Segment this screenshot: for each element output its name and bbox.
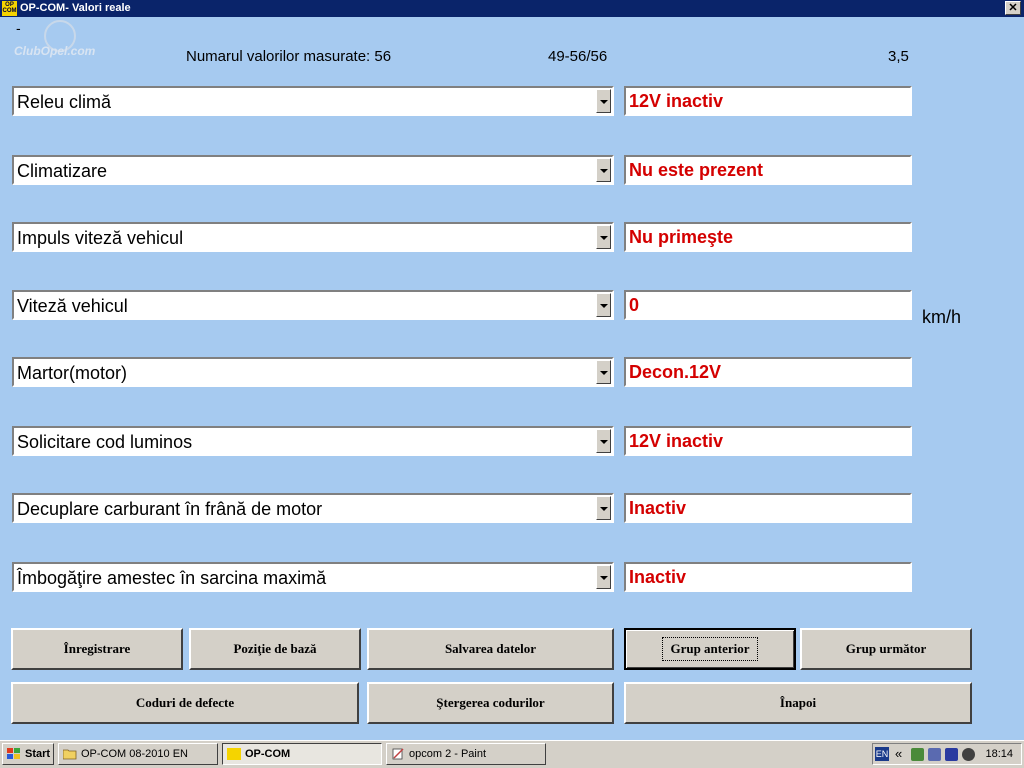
tray-icon-security[interactable]	[928, 748, 941, 761]
opcom-app-icon	[2, 1, 17, 16]
parameter-label: Martor(motor)	[17, 363, 128, 383]
unit-label: km/h	[922, 307, 962, 327]
tray-icon-volume[interactable]	[962, 748, 975, 761]
dropdown-arrow-icon[interactable]	[596, 565, 611, 589]
inregistrare-button[interactable]	[11, 628, 183, 670]
clock: 18:14	[985, 748, 1013, 760]
group-range: 49-56/56	[548, 48, 608, 65]
close-icon[interactable]: ✕	[1005, 1, 1021, 15]
parameter-value: Nu este prezent	[629, 160, 764, 180]
value-field-5	[624, 357, 912, 387]
dropdown-arrow-icon[interactable]	[596, 293, 611, 317]
app-icon-text-top: OP	[5, 2, 14, 8]
logo-text: ClubOpel.com	[14, 44, 96, 58]
parameter-select-6[interactable]	[12, 426, 614, 456]
parameter-select-5[interactable]	[12, 357, 614, 387]
value-field-8	[624, 562, 912, 592]
parameter-select-4[interactable]	[12, 290, 614, 320]
language-indicator[interactable]: EN	[875, 749, 889, 759]
dropdown-arrow-icon[interactable]	[596, 360, 611, 384]
inapoi-button[interactable]	[624, 682, 972, 724]
value-field-6	[624, 426, 912, 456]
parameter-value: Decon.12V	[629, 362, 722, 382]
button-label: Grup următor	[845, 641, 927, 656]
parameter-label: Decuplare carburant în frână de motor	[17, 499, 323, 519]
parameter-label: Solicitare cod luminos	[17, 432, 193, 452]
taskbar	[0, 740, 1024, 768]
salvarea-datelor-button[interactable]	[367, 628, 614, 670]
logo-dash: -	[16, 20, 21, 36]
system-tray	[872, 743, 1022, 765]
window-title: OP-COM- Valori reale	[20, 2, 131, 14]
parameter-select-8[interactable]	[12, 562, 614, 592]
parameter-value: Nu primeşte	[629, 227, 734, 247]
button-label: Înregistrare	[63, 641, 131, 656]
taskbar-item-opcom[interactable]	[222, 743, 382, 765]
coduri-defecte-button[interactable]	[11, 682, 359, 724]
parameter-value: Inactiv	[629, 498, 687, 518]
start-label: Start	[25, 748, 51, 760]
stergerea-codurilor-button[interactable]	[367, 682, 614, 724]
title-bar	[0, 0, 1024, 17]
taskbar-item-label: OP-COM	[245, 748, 291, 760]
button-label: Ştergerea codurilor	[436, 695, 545, 710]
app-icon-text-bottom: COM	[2, 8, 17, 14]
value-field-3	[624, 222, 912, 252]
parameter-select-7[interactable]	[12, 493, 614, 523]
button-label: Înapoi	[779, 695, 817, 710]
value-field-7	[624, 493, 912, 523]
parameter-label: Viteză vehicul	[17, 296, 128, 316]
value-field-1	[624, 86, 912, 116]
value-field-4	[624, 290, 912, 320]
button-label: Grup anterior	[666, 641, 753, 657]
taskbar-item-opcom-folder[interactable]	[58, 743, 218, 765]
dropdown-arrow-icon[interactable]	[596, 158, 611, 182]
grup-urmator-button[interactable]	[800, 628, 972, 670]
parameter-label: Impuls viteză vehicul	[17, 228, 184, 248]
dropdown-arrow-icon[interactable]	[596, 496, 611, 520]
parameter-label: Îmbogăţire amestec în sarcina maximă	[17, 568, 327, 588]
parameter-select-3[interactable]	[12, 222, 614, 252]
parameter-select-2[interactable]	[12, 155, 614, 185]
parameter-value: 0	[629, 295, 640, 315]
header-value: 3,5	[888, 48, 909, 65]
dropdown-arrow-icon[interactable]	[596, 89, 611, 113]
dropdown-arrow-icon[interactable]	[596, 429, 611, 453]
start-button[interactable]	[2, 743, 54, 765]
parameter-value: Inactiv	[629, 567, 687, 587]
pozitie-baza-button[interactable]	[189, 628, 361, 670]
dropdown-arrow-icon[interactable]	[596, 225, 611, 249]
measured-values-count: Numarul valorilor masurate: 56	[186, 48, 392, 65]
taskbar-item-label: opcom 2 - Paint	[409, 748, 487, 760]
value-field-2	[624, 155, 912, 185]
button-label: Salvarea datelor	[444, 641, 537, 656]
folder-icon	[63, 748, 77, 760]
clubopel-logo	[14, 20, 114, 60]
parameter-value: 12V inactiv	[629, 431, 724, 451]
taskbar-item-paint[interactable]	[386, 743, 546, 765]
show-hidden-icons-chevron-icon[interactable]: «	[895, 746, 903, 761]
parameter-label: Climatizare	[17, 161, 108, 181]
parameter-value: 12V inactiv	[629, 91, 724, 111]
button-label: Poziţie de bază	[233, 641, 317, 656]
button-label: Coduri de defecte	[135, 695, 235, 710]
taskbar-item-label: OP-COM 08-2010 EN	[81, 748, 188, 760]
parameter-select-1[interactable]	[12, 86, 614, 116]
opcom-app-icon	[227, 748, 241, 760]
grup-anterior-button[interactable]	[624, 628, 796, 670]
paint-icon	[391, 748, 405, 760]
parameter-label: Releu climă	[17, 92, 112, 112]
windows-logo-icon	[7, 748, 21, 760]
tray-icon-network[interactable]	[911, 748, 924, 761]
tray-icon-device[interactable]	[945, 748, 958, 761]
